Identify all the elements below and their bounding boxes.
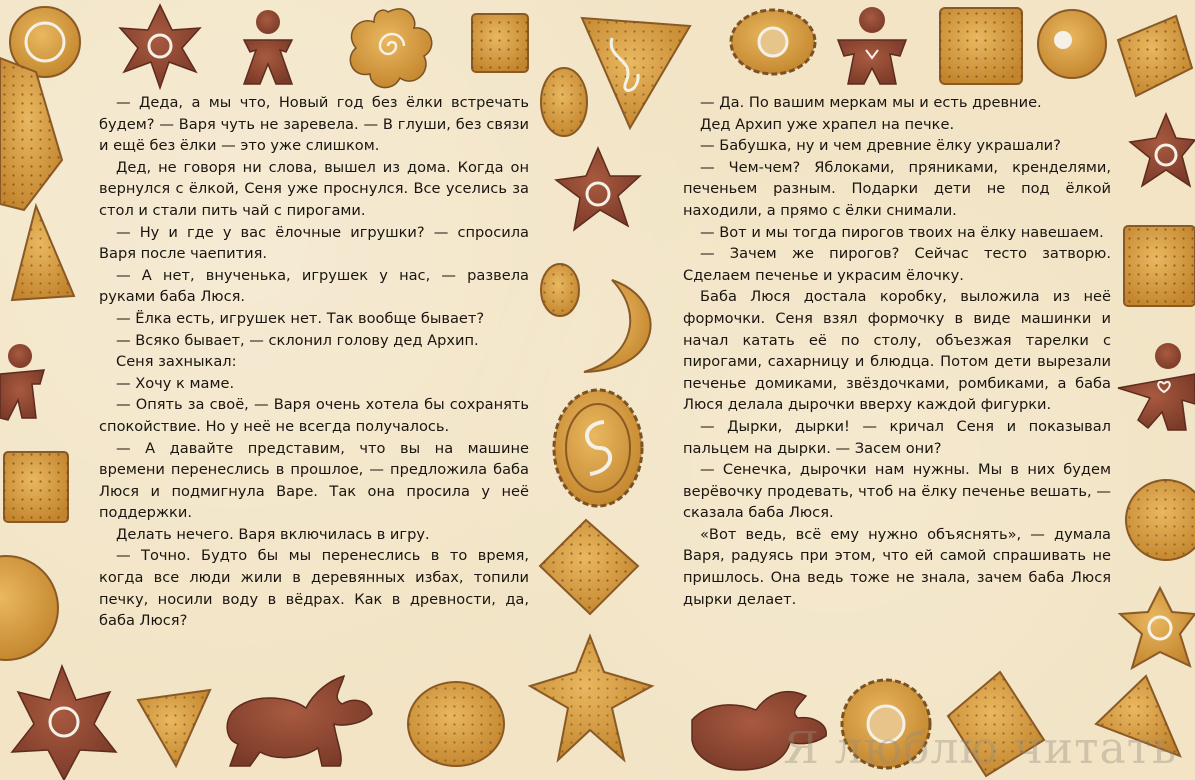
crescent-cookie-icon [584,280,651,372]
triangle-cookie-icon [138,690,210,766]
triangle-cookie-icon [12,206,74,300]
gingerbread-man-icon [0,344,44,420]
gingerbread-man-icon [244,10,292,84]
round-cracker-icon [0,556,58,660]
star-cookie-icon [556,148,640,230]
oval-cookie-icon [541,68,587,136]
paragraph: — Чем-чем? Яблоками, пряниками, кренделями, печеньем разным. Подарки дети не под ёлкой находили, а прямо с ёлки снимали. [683,158,1111,219]
paragraph: — Деда, а мы что, Новый год без ёлки встречать будем? — Варя чуть не заревела. — В глуши, без связи и ещё без ёлки — это уже слишком. [99,94,529,155]
paragraph: Делать нечего. Варя включилась в игру. [116,525,430,543]
square-cracker-icon [472,14,528,72]
rabbit-cookie-icon [227,676,372,766]
paragraph: Дед, не говоря ни слова, вышел из дома. Когда он вернулся с ёлкой, Сеня уже проснулся. Все уселись за стол и стали пить чай с пирогами. [99,158,529,219]
star-cookie-icon [120,5,200,88]
oval-cookie-icon [541,264,579,316]
paragraph: — Хочу к маме. [116,374,235,392]
right-page-text [683,92,1111,610]
donut-cookie-icon [1038,10,1106,78]
paragraph: — Точно. Будто бы мы перенеслись в то время, когда все люди жили в деревянных избах, топили печку, носили воду в вёдрах. Как в древности, да, баба Люся? [99,547,529,630]
gingerbread-man-icon [1118,343,1195,430]
star-cookie-icon [12,666,116,780]
scalloped-oval-cookie-icon [731,10,815,74]
left-page-text [99,92,529,632]
paragraph: — Сенечка, дырочки нам нужны. Мы в них будем верёвочку продевать, чтоб на ёлку печенье вешать, — сказала баба Люся. [683,461,1111,522]
square-cracker-icon [540,520,638,614]
triangle-cookie-icon [582,18,690,128]
round-cracker-icon [1126,480,1195,560]
scalloped-oval-cookie-icon [554,390,642,506]
square-cracker-icon [1118,16,1192,96]
square-cracker-icon [940,8,1022,84]
flower-cookie-icon [350,9,431,88]
paragraph: — Ну и где у вас ёлочные игрушки? — спросила Варя после чаепития. [99,223,529,263]
paragraph: — А нет, внученька, игрушек у нас, — развела руками баба Люся. [99,266,529,306]
paragraph: Дед Архип уже храпел на печке. [700,115,955,133]
star-cookie-icon [1130,114,1195,186]
paragraph: — Вот и мы тогда пирогов твоих на ёлку навешаем. [700,223,1104,241]
oval-cookie-icon [408,682,504,766]
paragraph: «Вот ведь, всё ему нужно объяснять», — думала Варя, радуясь при этом, что ей самой спрашивать не пришлось. Она ведь тоже не знала, зачем баба Люся дырки делает. [683,525,1111,608]
paragraph: — Зачем же пирогов? Сейчас тесто затворю. Сделаем печенье и украсим ёлочку. [683,245,1111,284]
square-cracker-icon [0,58,62,210]
square-cracker-icon [4,452,68,522]
star-cookie-icon [1120,588,1195,668]
paragraph: Баба Люся достала коробку, выложила из неё формочки. Сеня взял формочку в виде машинки и начал катать её по столу, объезжая тарелки с пирогами, сахарницу и блюдца. Потом дети вырезали печенье домиками, звёздочками, ромбиками, а баба Люся делала дырочки вверху каждой фигурки. [683,288,1111,414]
paragraph: — Всяко бывает, — склонил голову дед Архип. [116,331,479,349]
watermark: Я люблю читать [783,723,1177,774]
paragraph: Сеня захныкал: [116,353,237,371]
gingerbread-man-icon [838,7,906,84]
paragraph: — Дырки, дырки! — кричал Сеня и показывал пальцем на дырки. — Засем они? [683,417,1111,457]
star-cookie-icon [530,636,652,760]
square-cracker-icon [1124,226,1195,306]
paragraph: — А давайте представим, что вы на машине времени перенеслись в прошлое, — предложила баба Люся и подмигнула Варе. Так она просила у неё поддержки. [99,439,529,522]
paragraph: — Да. По вашим меркам мы и есть древние. [700,94,1042,111]
paragraph: — Ёлка есть, игрушек нет. Так вообще бывает? [116,309,485,327]
paragraph: — Бабушка, ну и чем древние ёлку украшали? [700,137,1061,155]
paragraph: — Опять за своё, — Варя очень хотела бы сохранять спокойствие. Но у неё не всегда получалось. [99,396,529,435]
